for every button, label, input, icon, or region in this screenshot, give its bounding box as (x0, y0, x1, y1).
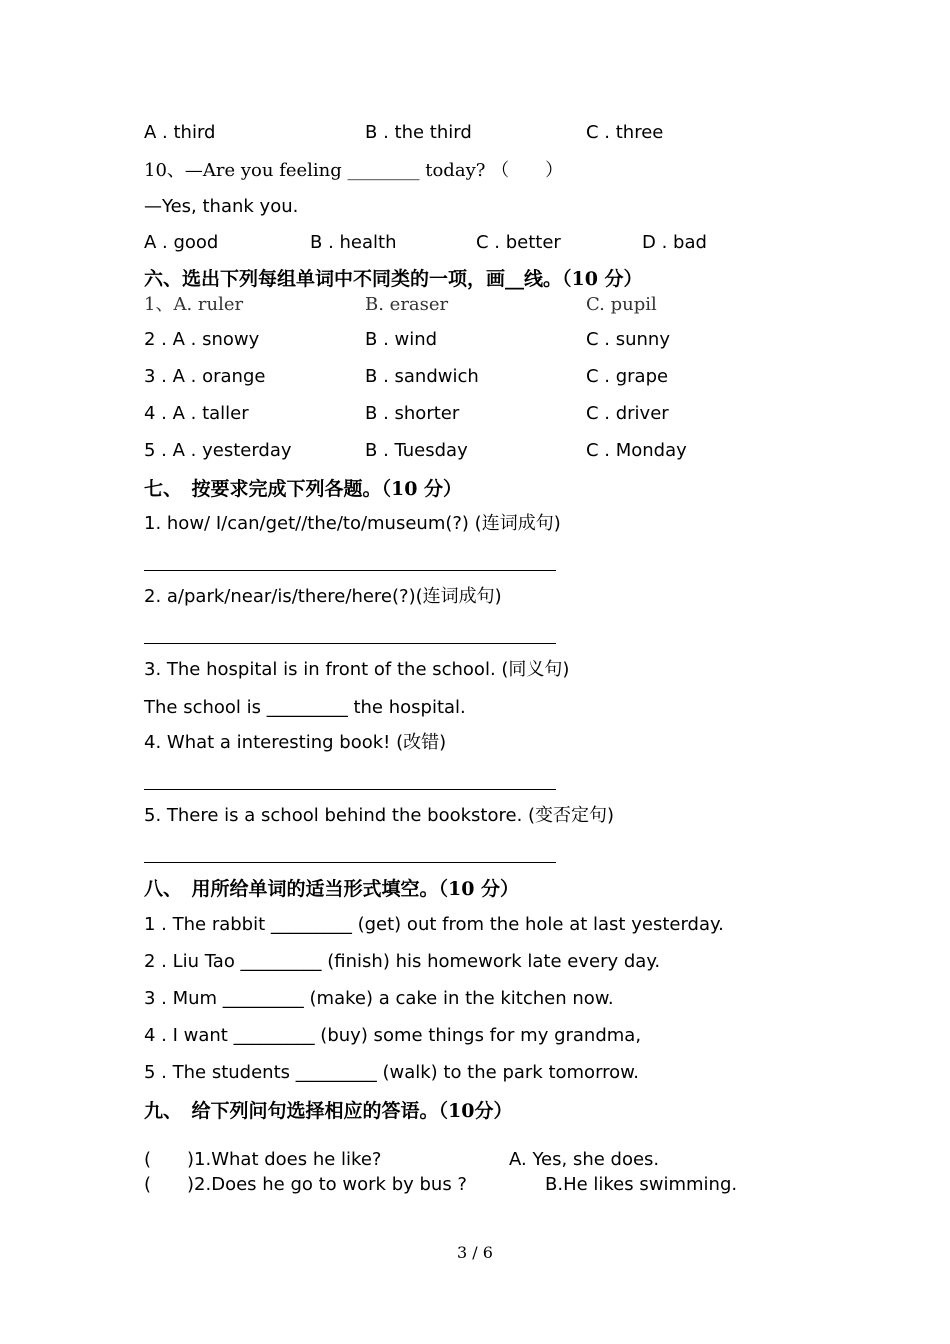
section6-row3-a: 3 . A . orange (144, 366, 266, 387)
q9-option-c: C . three (586, 122, 664, 143)
section7-q1-answer-line[interactable] (144, 570, 556, 571)
section9-title: 九、 给下列问句选择相应的答语。（10分） (144, 1100, 513, 1122)
q10-option-a: A . good (144, 232, 219, 253)
section9-q1: ( )1.What does he like? (144, 1149, 382, 1170)
section6-title: 六、选出下列每组单词中不同类的一项，画__线。（10 分） (144, 268, 643, 290)
section9-q2: ( )2.Does he go to work by bus ? (144, 1174, 467, 1195)
section7-q3-answer: The school is _________ the hospital. (144, 697, 466, 718)
q9-option-b: B . the third (365, 122, 472, 143)
section7-q5: 5. There is a school behind the bookstore. (变否定句) (144, 805, 615, 826)
section9-a2: B.He likes swimming. (545, 1174, 738, 1195)
section7-q4: 4. What a interesting book! (改错) (144, 732, 447, 753)
section9-a1: A. Yes, she does. (509, 1149, 660, 1170)
section7-q3: 3. The hospital is in front of the school. (同义句) (144, 659, 570, 680)
q10-reply: —Yes, thank you. (144, 196, 299, 217)
section7-q4-answer-line[interactable] (144, 789, 556, 790)
section6-row1-b: B. eraser (365, 294, 449, 315)
section6-row2-c: C . sunny (586, 329, 670, 350)
q10-option-d: D . bad (642, 232, 707, 253)
section6-row3-b: B . sandwich (365, 366, 479, 387)
section7-title: 七、 按要求完成下列各题。（10 分） (144, 478, 463, 500)
section7-q2: 2. a/park/near/is/there/here(?)(连词成句) (144, 586, 502, 607)
q10-option-c: C . better (476, 232, 561, 253)
section6-row5-b: B . Tuesday (365, 440, 468, 461)
section6-row5-c: C . Monday (586, 440, 687, 461)
section6-row2-b: B . wind (365, 329, 438, 350)
section8-item3: 3 . Mum _________ (make) a cake in the kitchen now. (144, 988, 614, 1009)
section7-q5-answer-line[interactable] (144, 862, 556, 863)
section7-q2-answer-line[interactable] (144, 643, 556, 644)
section6-row1-c: C. pupil (586, 294, 657, 315)
section8-item1: 1 . The rabbit _________ (get) out from the hole at last yesterday. (144, 914, 724, 935)
section6-row3-c: C . grape (586, 366, 669, 387)
section6-row5-a: 5 . A . yesterday (144, 440, 292, 461)
section6-row4-a: 4 . A . taller (144, 403, 249, 424)
section7-q1: 1. how/ I/can/get//the/to/museum(?) (连词成句) (144, 513, 561, 534)
section6-row4-c: C . driver (586, 403, 669, 424)
section8-title: 八、 用所给单词的适当形式填空。（10 分） (144, 878, 520, 900)
q9-option-a: A . third (144, 122, 216, 143)
section8-item5: 5 . The students _________ (walk) to the park tomorrow. (144, 1062, 639, 1083)
section6-row2-a: 2 . A . snowy (144, 329, 260, 350)
section8-item4: 4 . I want _________ (buy) some things for my grandma, (144, 1025, 642, 1046)
page-number: 3 / 6 (457, 1243, 493, 1262)
section8-item2: 2 . Liu Tao _________ (finish) his homework late every day. (144, 951, 661, 972)
section6-row4-b: B . shorter (365, 403, 460, 424)
section6-row1-a: 1、A. ruler (144, 294, 244, 315)
q10-question: 10、—Are you feeling ________ today? （ ） (144, 160, 564, 181)
q10-option-b: B . health (310, 232, 397, 253)
